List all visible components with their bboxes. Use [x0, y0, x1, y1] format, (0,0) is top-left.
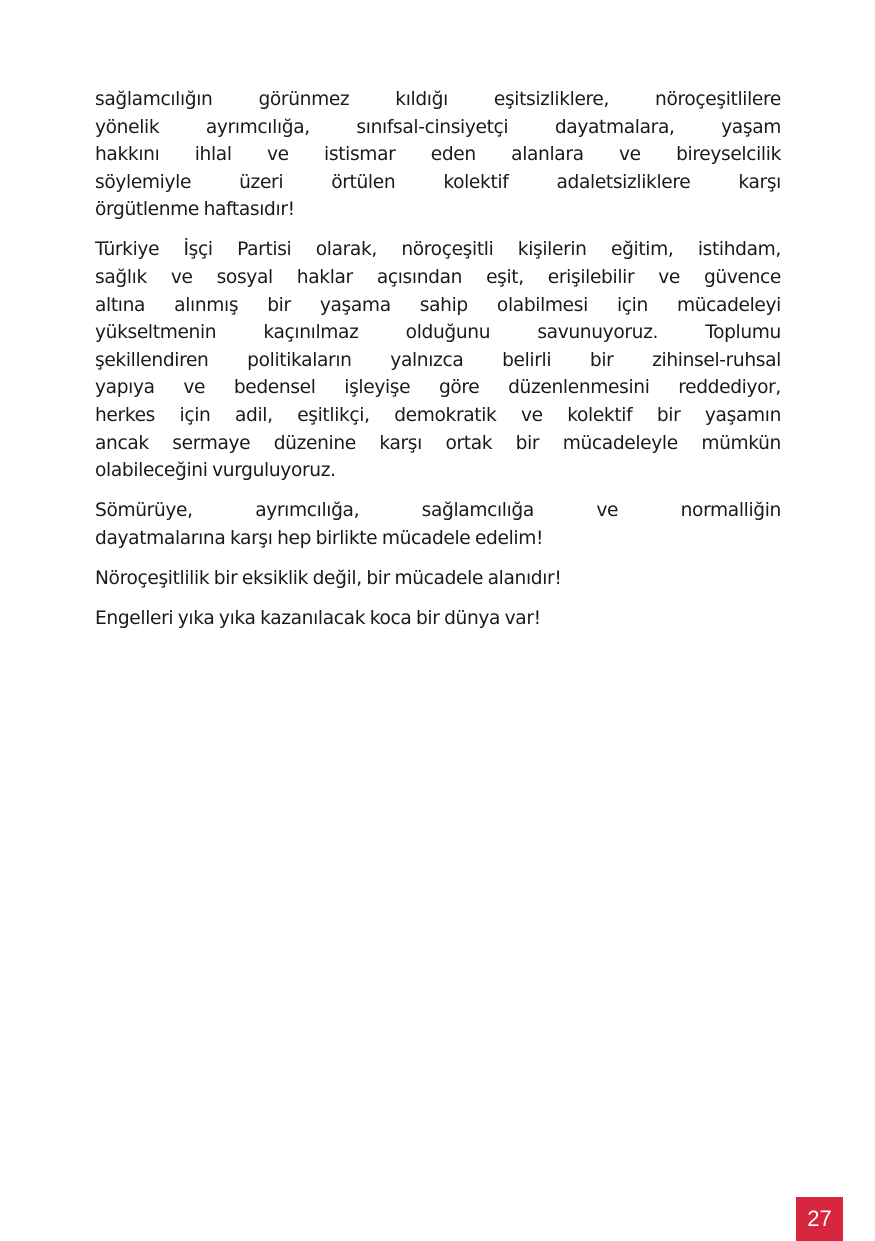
text-line: Sömürüye, ayrımcılığa, sağlamcılığa ve normalliğin — [95, 500, 781, 522]
paragraph — [95, 86, 781, 224]
text-line: örgütlenme haftasıdır! — [95, 199, 295, 221]
text-line: yönelik ayrımcılığa, sınıfsal-cinsiyetçi dayatmalara, yaşam — [95, 116, 781, 138]
text-line: sağlamcılığın görünmez kıldığı eşitsizliklere, nöroçeşitlilere — [95, 89, 781, 110]
text-line: olabileceğini vurguluyoruz. — [95, 460, 336, 482]
text-line: sağlık ve sosyal haklar açısından eşit, erişilebilir ve güvence — [95, 267, 781, 289]
text-line: herkes için adil, eşitlikçi, demokratik ve kolektif bir yaşamın — [95, 405, 781, 427]
text-line: Nöroçeşitlilik bir eksiklik değil, bir mücadele alanıdır! — [95, 568, 562, 589]
text-line: Engelleri yıka yıka kazanılacak koca bir dünya var! — [95, 608, 541, 630]
text-line: altına alınmış bir yaşama sahip olabilmesi için mücadeleyi — [95, 294, 781, 316]
text-line: söylemiyle üzeri örtülen kolektif adaletsizliklere karşı — [95, 171, 781, 193]
text-line: Türkiye İşçi Partisi olarak, nöroçeşitli kişilerin eğitim, istihdam, — [95, 239, 781, 261]
paragraph — [95, 605, 781, 633]
paragraph — [95, 565, 781, 593]
text-line: hakkını ihlal ve istismar eden alanlara ve bireyselcilik — [95, 144, 781, 166]
text-line: ancak sermaye düzenine karşı ortak bir mücadeleyle mümkün — [95, 432, 781, 454]
text-line: yükseltmenin kaçınılmaz olduğunu savunuyoruz. Toplumu — [95, 322, 781, 344]
paragraph — [95, 236, 781, 484]
page-number: 27 — [796, 1197, 843, 1241]
text-line: yapıya ve bedensel işleyişe göre düzenlenmesini reddediyor, — [95, 377, 781, 399]
text-line: şekillendiren politikaların yalnızca belirli bir zihinsel-ruhsal — [95, 349, 781, 371]
paragraph — [95, 497, 781, 552]
text-line: dayatmalarına karşı hep birlikte mücadele edelim! — [95, 527, 544, 549]
document-body — [95, 86, 781, 645]
